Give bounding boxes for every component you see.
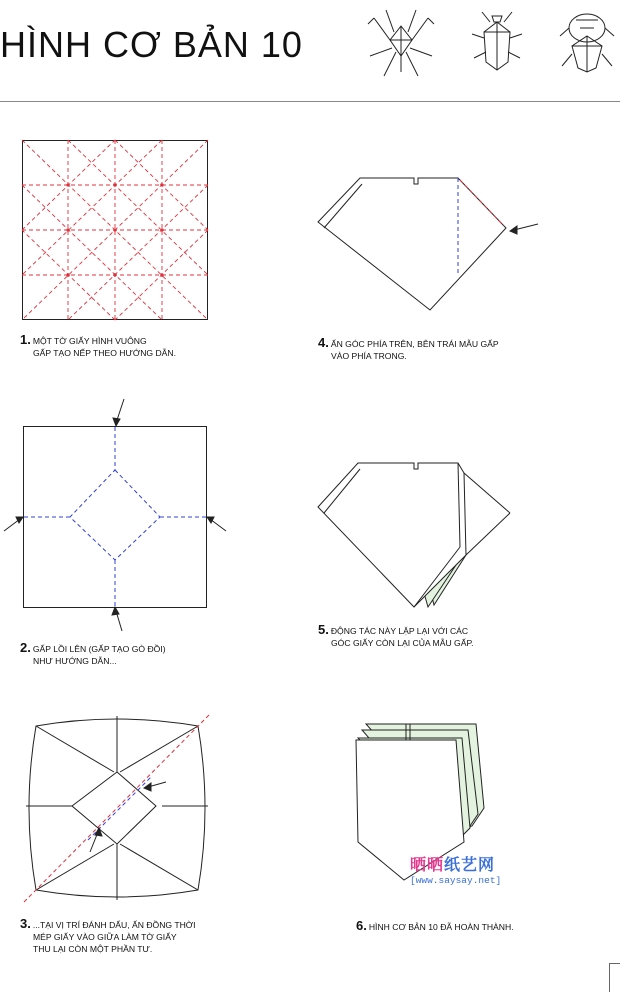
watermark-brand-part2: 纸艺网 [444,857,496,874]
step4-number: 4. [318,335,329,350]
watermark-brand-part1: 晒晒 [410,857,445,874]
step4-line2: VÀO PHÍA TRONG. [331,351,407,361]
crab-figure-icon [556,6,618,76]
step2-line1: GẤP LỒI LÊN (GẤP TẠO GÒ ĐỒI) [32,644,166,654]
step4-caption [318,337,499,362]
step4-line1: ẤN GÓC PHÍA TRÊN, BÊN TRÁI MẪU GẤP [330,339,499,349]
spider-figure-icon [366,4,436,80]
step1-line2: GẤP TẠO NẾP THEO HƯỚNG DẪN. [33,348,177,358]
step3-line2: MÉP GIẤY VÀO GIỮA LÀM TỜ GIẤY [33,932,177,942]
header-divider [0,101,620,102]
step3-number: 3. [20,916,31,931]
beetle-figure-icon [470,8,524,74]
step1-crease-pattern-figure [22,140,208,320]
page-corner-mark [609,963,620,992]
step1-line1: MỘT TỜ GIẤY HÌNH VUÔNG [32,336,147,346]
step1-number: 1. [20,332,31,347]
step4-squash-corner-figure [310,170,550,320]
step3-line3: THU LẠI CÒN MỘT PHẦN TƯ. [33,944,153,954]
step2-line2: NHƯ HƯỚNG DẪN... [33,656,117,666]
step6-number: 6. [356,918,367,933]
step6-line1: HÌNH CƠ BẢN 10 ĐÃ HOÀN THÀNH. [368,922,514,932]
step5-line1: ĐỘNG TÁC NÀY LẶP LẠI VỚI CÁC [330,626,469,636]
watermark-url: [www.saysay.net] [410,875,502,886]
site-watermark [410,852,520,886]
step3-caption [20,918,196,955]
step6-caption [356,920,514,933]
step1-caption [20,334,176,359]
step5-caption [318,624,473,649]
step5-repeat-corners-figure [310,455,530,615]
step3-line1: ...TẠI VỊ TRÍ ĐÁNH DẤU, ẤN ĐỒNG THỜI [32,920,196,930]
step3-collapse-figure [14,710,220,906]
step5-line2: GÓC GIẤY CÒN LẠI CỦA MẪU GẤP. [331,638,474,648]
step5-number: 5. [318,622,329,637]
step2-caption [20,642,166,667]
step2-number: 2. [20,640,31,655]
step2-square-base-figure [0,395,230,635]
page-title: HÌNH CƠ BẢN 10 [0,24,303,65]
